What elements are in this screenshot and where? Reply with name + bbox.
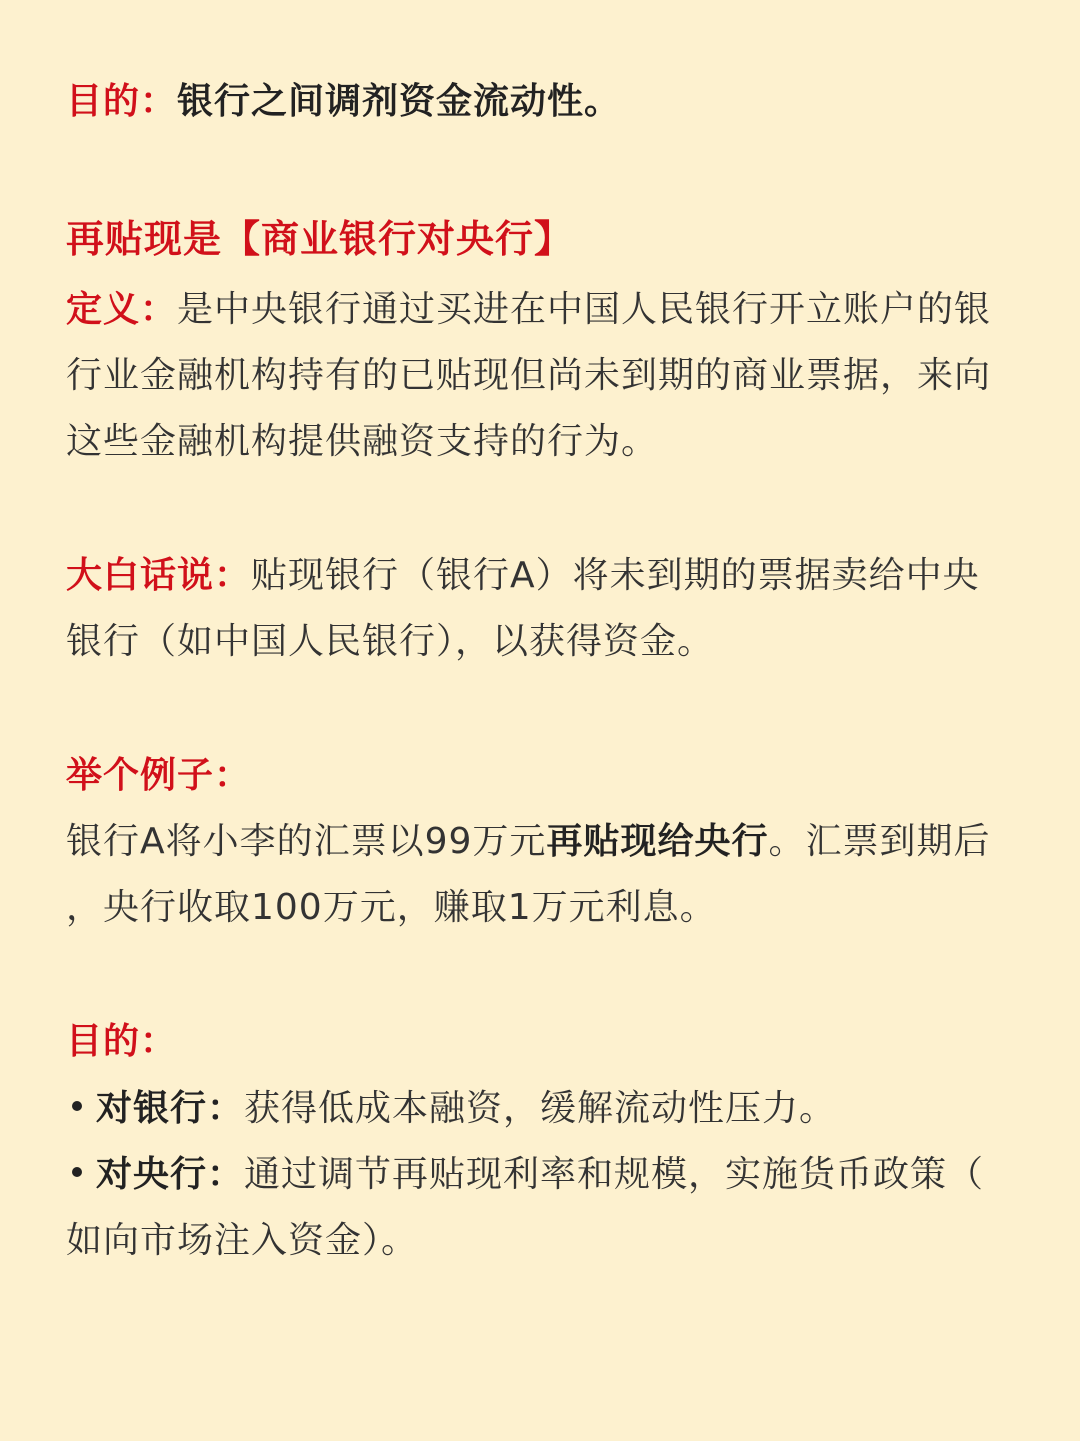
bullet-bank-text: 获得低成本融资，缓解流动性压力。	[244, 1088, 837, 1129]
plain-talk-line-2: 银行（如中国人民银行），以获得资金。	[66, 621, 715, 662]
definition-label: 定义：	[66, 289, 178, 330]
purpose-text: 银行之间调剂资金流动性。	[177, 81, 622, 122]
example-text-1a: 银行A将小李的汇票以99万元	[66, 821, 547, 862]
definition-line-3: 这些金融机构提供融资支持的行为。	[66, 421, 659, 462]
bullet-central-bank-label: 对央行：	[96, 1154, 245, 1195]
bullet-bank-label: 对银行：	[96, 1088, 245, 1129]
example-line-1	[66, 820, 990, 864]
bullet-dot-icon	[72, 1167, 82, 1177]
purpose2-label: 目的：	[66, 1021, 178, 1062]
definition-text-1: 是中央银行通过买进在中国人民银行开立账户的银	[177, 289, 992, 330]
bullet-bank	[62, 1087, 836, 1131]
bullet-central-bank-text: 通过调节再贴现利率和规模，实施货币政策（	[244, 1154, 985, 1195]
example-label: 举个例子：	[66, 755, 252, 796]
plain-talk-label: 大白话说：	[66, 555, 252, 596]
purpose-line	[66, 80, 621, 124]
bullet-central-bank-line-2: 如向市场注入资金）。	[66, 1220, 419, 1261]
purpose-label: 目的：	[66, 81, 178, 122]
definition-line-2: 行业金融机构持有的已贴现但尚未到期的商业票据，来向	[66, 355, 992, 396]
definition-line-1	[66, 288, 991, 332]
plain-talk-text-1: 贴现银行（银行A）将未到期的票据卖给中央	[251, 555, 980, 596]
example-text-bold: 再贴现给央行	[546, 821, 769, 862]
rediscount-heading: 再贴现是【商业银行对央行】	[66, 217, 574, 261]
example-line-2: ，央行收取100万元，赚取1万元利息。	[66, 887, 717, 928]
bullet-central-bank	[62, 1153, 984, 1197]
bullet-dot-icon	[72, 1101, 82, 1111]
example-text-1b: 。汇票到期后	[768, 821, 991, 862]
plain-talk-line-1	[66, 554, 980, 598]
